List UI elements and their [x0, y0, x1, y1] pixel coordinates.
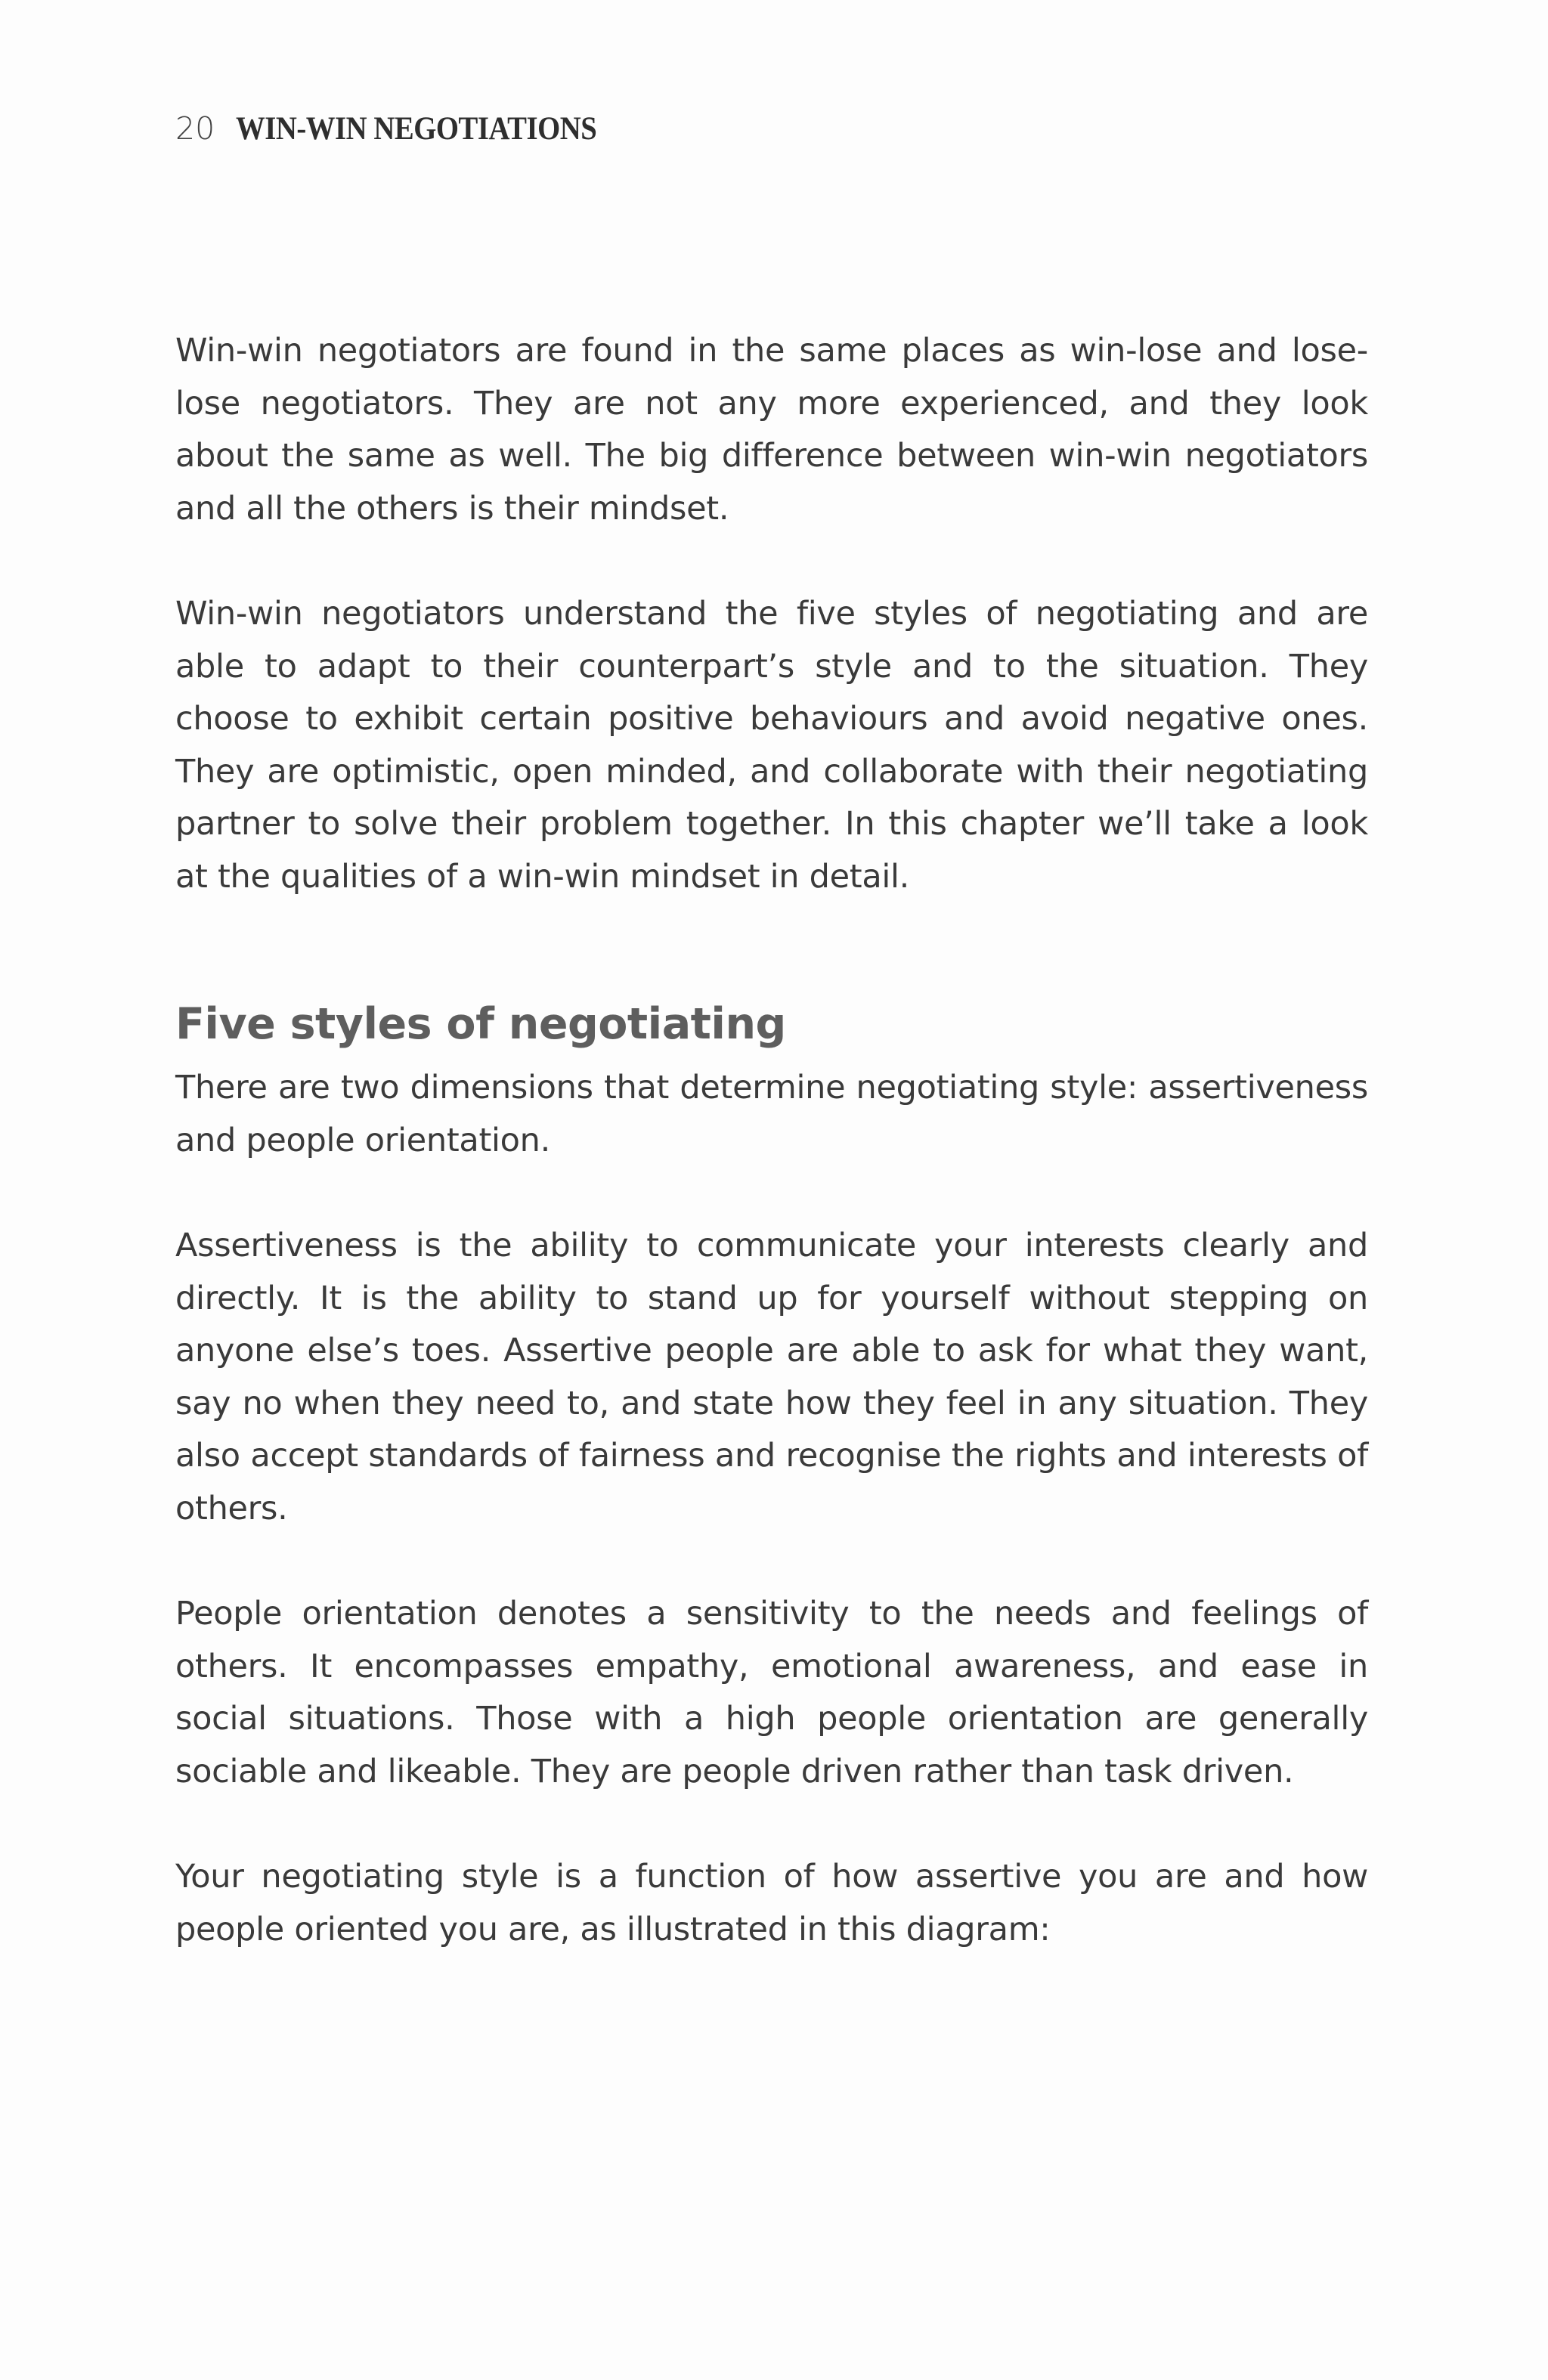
paragraph-mindset-intro: Win-win negotiators are found in the same places as win-lose and lose-lose negotiators. They are not any more experienced, and they look about the same as well. The big difference between win-win negotiators and all the others is their mindset.	[175, 332, 1368, 528]
paragraph-style-function: Your negotiating style is a function of how assertive you are and how people oriented you are, as illustrated in this diagram:	[175, 1858, 1368, 1948]
paragraph-assertiveness: Assertiveness is the ability to communicate your interests clearly and directly. It is the ability to stand up for yourself without stepping on anyone else’s toes. Assertive people are able to ask for what they want, say no when they need to, and state how they feel in any situation. They also accept standards of fairness and recognise the rights and interests of others.	[175, 1227, 1368, 1527]
page-body	[175, 325, 1368, 1956]
paragraph-people-orientation: People orientation denotes a sensitivity to the needs and feelings of others. It encompasses empathy, emotional awareness, and ease in social situations. Those with a high people orientation are generally sociable and likeable. They are people driven rather than task driven.	[175, 1595, 1368, 1790]
running-header	[175, 110, 637, 148]
paragraph-win-win-qualities: Win-win negotiators understand the five styles of negotiating and are able to adapt to their counterpart’s style and to the situation. They choose to exhibit certain positive behaviours and avoid negative ones. They are optimistic, open minded, and collaborate with their negotiating partner to solve their problem together. In this chapter we’ll take a look at the qualities of a win-win mindset in detail.	[175, 595, 1368, 896]
section-heading: Five styles of negotiating	[175, 999, 786, 1049]
page-number: 20	[175, 110, 215, 147]
book-title: WIN-WIN NEGOTIATIONS	[236, 111, 597, 147]
paragraph-two-dimensions: There are two dimensions that determine negotiating style: assertiveness and people orientation.	[175, 1069, 1368, 1159]
